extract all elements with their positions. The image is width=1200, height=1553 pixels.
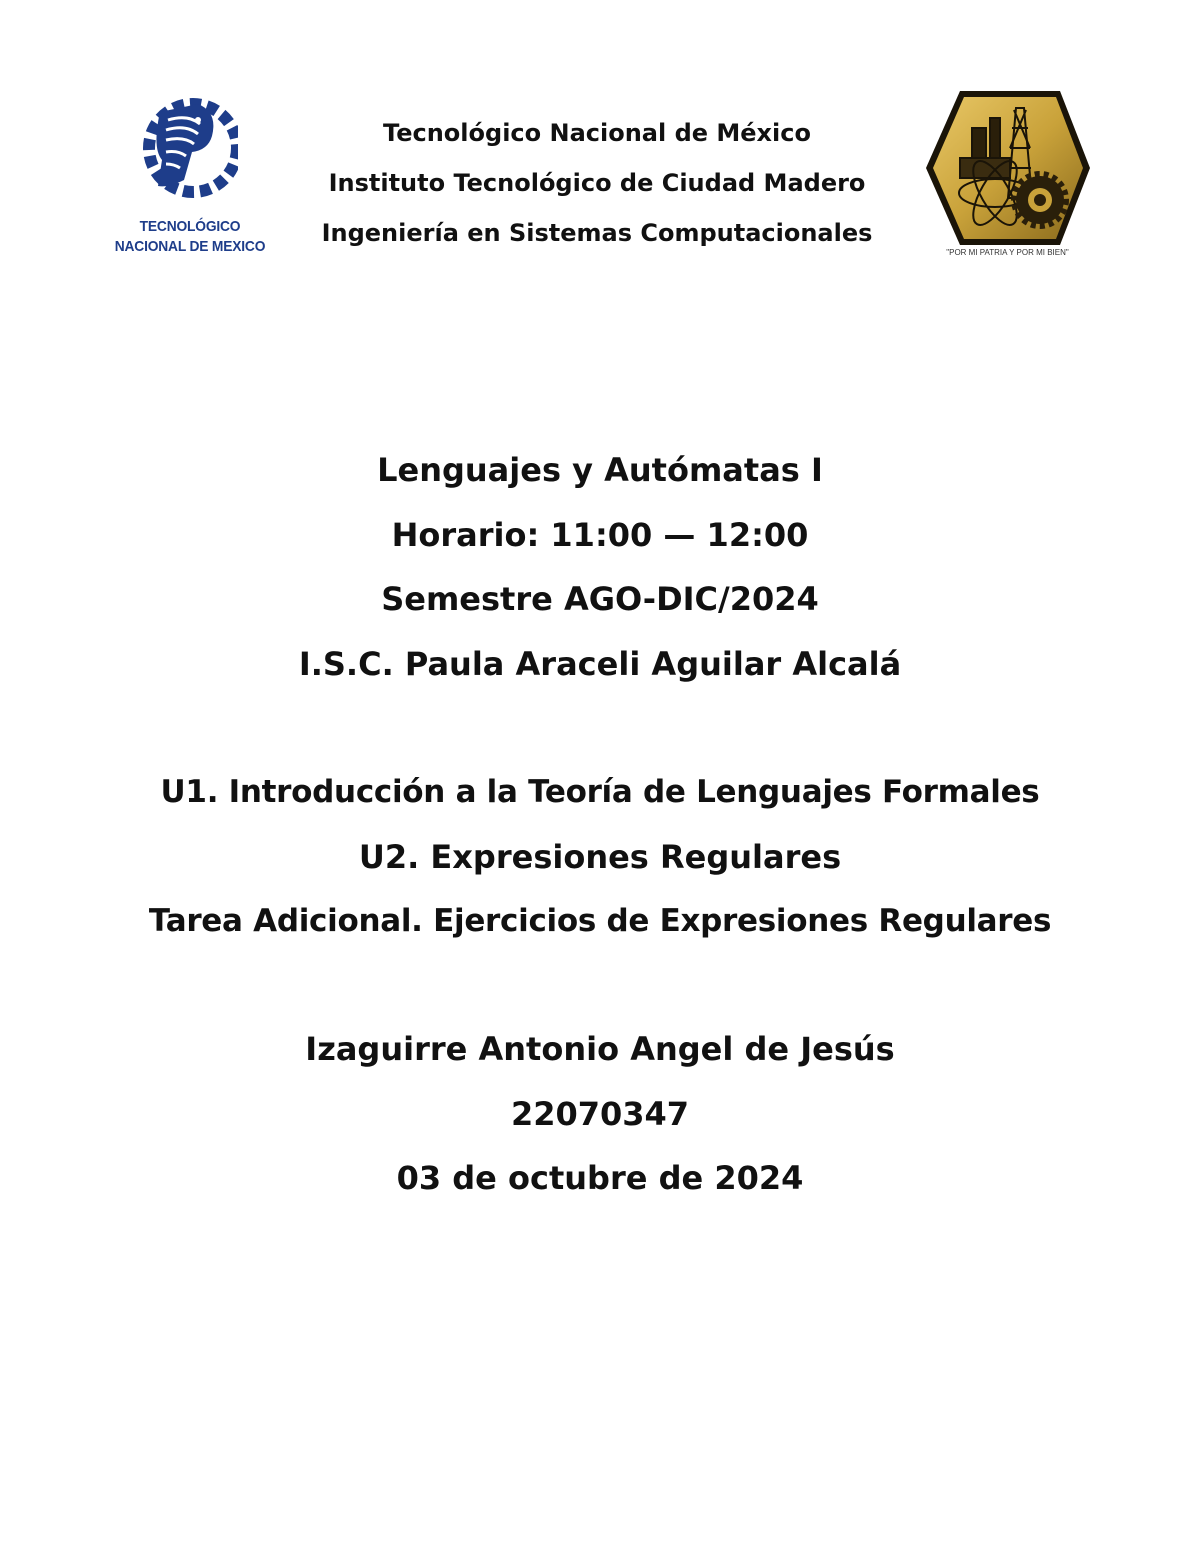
header-institute: Instituto Tecnológico de Ciudad Madero: [328, 169, 866, 197]
course-info: [0, 438, 1200, 696]
units-info: [0, 760, 1200, 954]
unit-1-title: U1. Introducción a la Teoría de Lenguajes Formales: [160, 774, 1040, 810]
student-info: [0, 1017, 1200, 1211]
header-national-institute: Tecnológico Nacional de México: [383, 119, 811, 147]
course-teacher: I.S.C. Paula Araceli Aguilar Alcalá: [298, 644, 902, 683]
course-schedule: Horario: 11:00 — 12:00: [391, 515, 809, 554]
student-name: Izaguirre Antonio Angel de Jesús: [305, 1030, 895, 1068]
tecnm-logo: [100, 90, 280, 260]
itcm-motto: "POR MI PATRIA Y POR MI BIEN": [946, 248, 1069, 257]
unit-2-title: U2. Expresiones Regulares: [358, 837, 842, 876]
header-career: Ingeniería en Sistemas Computacionales: [321, 219, 873, 247]
header-titles: [290, 108, 904, 258]
tecnm-logo-text-line2: NACIONAL DE MEXICO: [114, 238, 266, 255]
student-id: 22070347: [510, 1094, 690, 1133]
header: [0, 0, 1200, 300]
course-subject: Lenguajes y Autómatas I: [377, 451, 823, 489]
itcm-shield-icon: [920, 88, 1095, 248]
course-semester: Semestre AGO-DIC/2024: [381, 580, 819, 618]
itcm-logo: [920, 88, 1095, 263]
tecnm-logo-text-line1: TECNOLÓGICO: [139, 218, 241, 235]
task-title: Tarea Adicional. Ejercicios de Expresiones Regulares: [148, 903, 1052, 939]
submission-date: 03 de octubre de 2024: [396, 1159, 804, 1197]
tecnm-gear-eagle-icon: [138, 90, 238, 210]
